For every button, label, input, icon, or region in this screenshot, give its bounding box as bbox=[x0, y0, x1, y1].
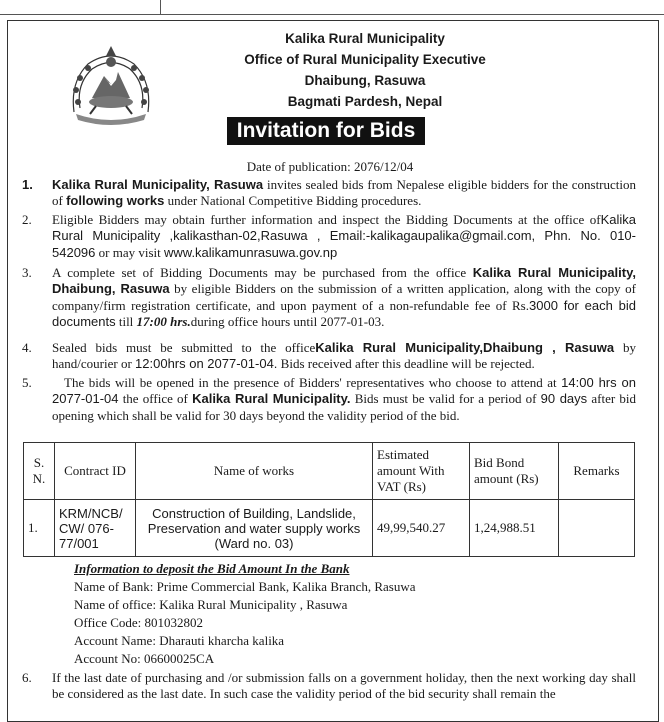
clause-number: 6. bbox=[22, 670, 32, 685]
top-rule bbox=[0, 0, 664, 15]
table-row bbox=[24, 500, 635, 557]
account-number: Account No: 06600025CA bbox=[74, 651, 215, 666]
cell-remarks bbox=[559, 500, 635, 557]
bank-name: Name of Bank: Prime Commercial Bank, Kalika Branch, Rasuwa bbox=[74, 579, 416, 594]
clause-4: Sealed bids must be submitted to the officeKalika Rural Municipality,Dhaibung , Rasuwa by hand/courier or 12:00hrs on 2077-01-04. Bids received after this deadline will be rejected. bbox=[52, 340, 637, 372]
clause-number: 2. bbox=[22, 212, 32, 227]
office-code: Office Code: 801032802 bbox=[74, 615, 204, 630]
cell-contract-id: KRM/NCB/ CW/ 076-77/001 bbox=[55, 500, 136, 557]
clause-3: A complete set of Bidding Documents may be purchased from the office Kalika Rural Municipality, Dhaibung, Rasuwa by eligible Bidders on the submission of a written application, along with the copy of company/firm registration certificate, and upon payment of a non-refundable fee of Rs.3000 for each bid documents till 17:00 hrs.during office hours until 2077-01-03. bbox=[52, 265, 637, 330]
province-country: Bagmati Pardesh, Nepal bbox=[287, 94, 443, 109]
col-contract-id: Contract ID bbox=[55, 443, 136, 500]
nepal-emblem-icon bbox=[66, 42, 156, 127]
col-remarks: Remarks bbox=[559, 443, 635, 500]
clause-5: The bids will be opened in the presence of Bidders' representatives who choose to attend at 14:00 hrs on 2077-01-04 the office of Kalika Rural Municipality. Bids must be valid for a period of 90 days after bid opening which shall be valid for 30 days beyond the validity period of the bid. bbox=[52, 375, 636, 423]
col-sn: S. N. bbox=[24, 443, 55, 500]
cell-estimated-amount: 49,99,540.27 bbox=[373, 500, 470, 557]
clause-number: 3. bbox=[22, 265, 32, 280]
office-name: Office of Rural Municipality Executive bbox=[244, 52, 486, 67]
office-location: Dhaibung, Rasuwa bbox=[304, 73, 426, 88]
cell-sn: 1. bbox=[24, 500, 55, 557]
clause-6: If the last date of purchasing and /or submission falls on a government holiday, then the next working day shall be considered as the last date. In such case the validity period of the bid security shall remain the bbox=[52, 670, 636, 702]
clause-number: 4. bbox=[22, 340, 32, 355]
municipality-name: Kalika Rural Municipality bbox=[285, 31, 445, 46]
clause-1: Kalika Rural Municipality, Rasuwa invites sealed bids from Nepalese eligible bidders for the construction of following works under National Competitive Bidding procedures. bbox=[52, 177, 637, 209]
clause-number: 5. bbox=[22, 375, 32, 390]
bank-info-title: Information to deposit the Bid Amount In the Bank bbox=[74, 561, 350, 576]
bids-table bbox=[23, 442, 635, 557]
office-name-line: Name of office: Kalika Rural Municipality , Rasuwa bbox=[74, 597, 348, 612]
cell-bid-bond: 1,24,988.51 bbox=[470, 500, 559, 557]
clause-number: 1. bbox=[22, 177, 33, 192]
clause-2: Eligible Bidders may obtain further information and inspect the Bidding Documents at the office ofKalika Rural Municipality ,kalikasthan-02,Rasuwa , Email:-kalikagaupalika@gmail.com, Phn. No. 010-542096 or may visit www.kalikamunrasuwa.gov.np bbox=[52, 212, 636, 260]
col-name-of-works: Name of works bbox=[136, 443, 373, 500]
col-estimated-amount: Estimated amount With VAT (Rs) bbox=[373, 443, 470, 500]
cell-name-of-works: Construction of Building, Landslide, Preservation and water supply works (Ward no. 03) bbox=[136, 500, 373, 557]
account-name: Account Name: Dharauti kharcha kalika bbox=[74, 633, 285, 648]
table-header-row bbox=[24, 443, 635, 500]
notice-title-banner: Invitation for Bids bbox=[227, 117, 425, 145]
col-bid-bond: Bid Bond amount (Rs) bbox=[470, 443, 559, 500]
publication-date: Date of publication: 2076/12/04 bbox=[246, 159, 414, 174]
